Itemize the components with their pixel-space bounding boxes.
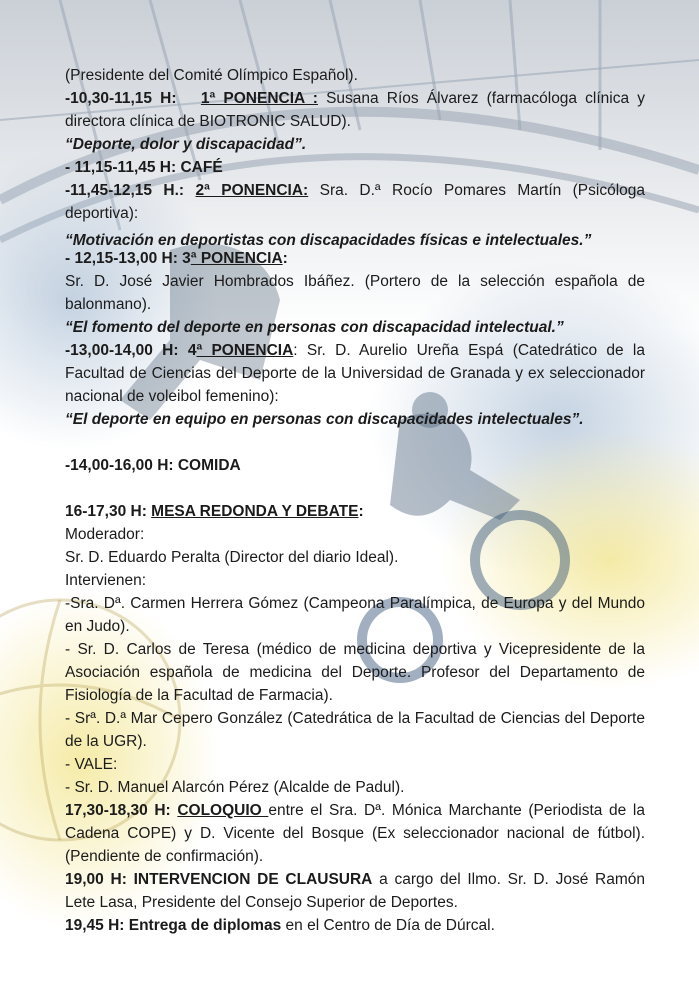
session-label: 19,45 H: Entrega de diplomas — [65, 917, 282, 934]
time-label: 16-17,30 H: — [65, 503, 152, 520]
schedule-line — [65, 87, 645, 133]
schedule-line: - Sr. D. Carlos de Teresa (médico de medicina deportiva y Vicepresidente de la Asociación española de medicina del Deporte. Profesor del Departamento de Fisiología de la Facultad de Farmacia). — [65, 641, 645, 704]
schedule-line: -Sra. Dª. Carmen Herrera Gómez (Campeona Paralímpica, de Europa y del Mundo en Judo). — [65, 595, 645, 635]
session-label: 1ª PONENCIA : — [200, 90, 318, 107]
line-text: Susana Ríos Álvarez (farmacóloga clínica y directora clínica de BIOTRONIC SALUD). — [65, 90, 645, 130]
line-text: : Sr. D. Aurelio Ureña Espá (Catedrático de la Facultad de Ciencias del Deporte de la Universidad de Granada y ex seleccionador nacional de voleibol femenino): — [65, 342, 645, 405]
time-label: -11,45-12,15 H.: — [65, 182, 185, 199]
break-line: - 11,15-11,45 H: CAFÉ — [65, 159, 223, 176]
session-label: ª PONENCIA — [190, 250, 283, 267]
schedule-line — [65, 179, 645, 225]
spacer — [65, 431, 645, 454]
time-label: -10,30-11,15 H: — [65, 90, 177, 107]
schedule-line: - Srª. D.ª Mar Cepero González (Catedrática de la Facultad de Ciencias del Deporte de la UGR). — [65, 710, 645, 750]
session-label: 2ª PONENCIA: — [195, 182, 309, 199]
talk-title: “Deporte, dolor y discapacidad”. — [65, 136, 307, 153]
session-label: 19,00 H: INTERVENCION DE CLAUSURA — [65, 871, 373, 888]
session-label: COLOQUIO — [177, 802, 269, 819]
schedule-line: - VALE: — [65, 756, 118, 773]
session-label: MESA REDONDA Y DEBATE — [151, 503, 359, 520]
time-label: - 12,15-13,00 H: 3 — [65, 250, 191, 267]
schedule-line: - Sr. D. Manuel Alarcón Pérez (Alcalde de Padul). — [65, 779, 405, 796]
line-text: Sra. D.ª Rocío Pomares Martín (Psicóloga deportiva): — [65, 182, 646, 222]
time-label: 17,30-18,30 H: — [65, 802, 178, 819]
talk-title: “El deporte en equipo en personas con discapacidades intelectuales”. — [65, 411, 584, 428]
schedule-line — [65, 64, 645, 87]
schedule-line: Sr. D. Eduardo Peralta (Director del diario Ideal). — [65, 549, 399, 566]
schedule-line — [65, 799, 645, 868]
line-text: entre el Sra. Dª. Mónica Marchante (Periodista de la Cadena COPE) y D. Vicente del Bosque (Ex seleccionador nacional de fútbol). (Pendiente de confirmación). — [65, 802, 645, 865]
schedule-line — [65, 500, 645, 523]
line-text: a cargo del Ilmo. Sr. D. José Ramón Lete Lasa, Presidente del Consejo Superior de Deportes. — [65, 871, 645, 911]
talk-title: “El fomento del deporte en personas con discapacidad intelectual.” — [65, 319, 564, 336]
spacer — [65, 477, 645, 500]
talk-title: “Motivación en deportistas con discapacidades físicas e intelectuales.” — [65, 232, 592, 249]
colon: : — [282, 250, 288, 267]
time-label: -13,00-14,00 H: 4 — [65, 342, 197, 359]
schedule-content — [65, 64, 645, 937]
session-label: ª PONENCIA — [196, 342, 294, 359]
schedule-line — [65, 339, 645, 408]
line-text: en el Centro de Día de Dúrcal. — [281, 917, 495, 934]
schedule-line — [65, 868, 645, 914]
break-line: -14,00-16,00 H: COMIDA — [65, 457, 241, 474]
line-text: (Presidente del Comité Olímpico Español). — [65, 67, 358, 84]
colon: : — [358, 503, 364, 520]
schedule-line: Moderador: — [65, 526, 145, 543]
schedule-line: Sr. D. José Javier Hombrados Ibáñez. (Portero de la selección española de balonmano). — [65, 273, 645, 313]
schedule-line: Intervienen: — [65, 572, 146, 589]
schedule-line — [65, 914, 645, 937]
